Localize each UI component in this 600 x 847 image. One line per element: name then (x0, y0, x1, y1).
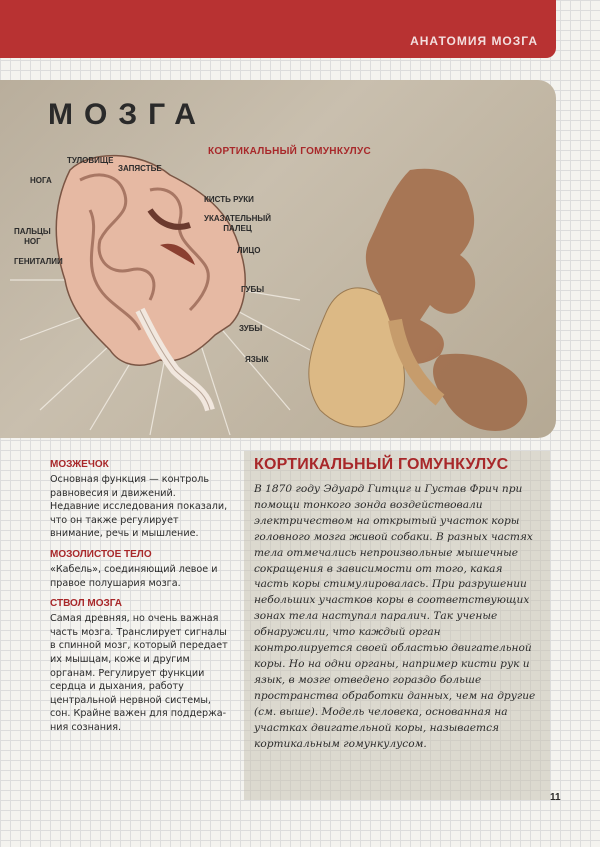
label-index-finger-line1: УКАЗАТЕЛЬНЫЙ (204, 214, 271, 223)
label-index-finger-line2: ПАЛЕЦ (223, 224, 252, 233)
corpus-callosum-heading: МОЗОЛИСТОЕ ТЕЛО (50, 548, 152, 560)
figure-panel (0, 80, 556, 438)
brain-homunculus-illustration (0, 80, 556, 438)
info-box-heading: КОРТИКАЛЬНЫЙ ГОМУНКУЛУС (254, 456, 509, 473)
label-genitals: ГЕНИТАЛИИ (14, 257, 63, 266)
label-tongue: ЯЗЫК (245, 355, 269, 364)
label-face: ЛИЦО (237, 246, 261, 255)
header-band (0, 0, 556, 58)
cerebellum-heading: МОЗЖЕЧОК (50, 459, 109, 470)
label-wrist: ЗАПЯСТЬЕ (118, 164, 162, 173)
label-leg: НОГА (30, 176, 52, 185)
label-lips: ГУБЫ (241, 285, 265, 294)
corpus-callosum-text: «Кабель», соединяющий левое и правое полушария мозга. (50, 563, 218, 589)
page-number: 11 (550, 792, 561, 803)
label-hand: КИСТЬ РУКИ (204, 195, 254, 204)
cerebellum-text: Основная функция — контроль равновесия и движений. Недавние исследования показали, что он также регулирует внимание, речь и мышление. (50, 474, 228, 540)
brain-cross-section (56, 156, 245, 410)
homunculus-figure (309, 169, 527, 431)
brainstem-heading: СТВОЛ МОЗГА (50, 598, 123, 610)
info-box-text: В 1870 году Эдуард Гитциг и Густав Фрич при помощи тонкого зонда воздействовали электричеством на открытый участок коры головного мозга живой собаки. В разных частях тела отмечались непроизвольные мышечные сокращения в зависимости от того, какая часть коры стимулировалась. При разрушении небольших участков коры в соответствующих зонах тела наступал паралич. Так ученые обнаружили, что каждый орган контролируется своей областью двигательной коры. Но на одни органы, например кисти рук и язык, в мозге отведено гораздо больше пространства обработки данных, чем на другие (см. выше). Модель человека, основанная на участках двигательной коры, называется кортикальным гомункулусом. (254, 483, 536, 750)
brainstem-text: Самая древняя, но очень важная часть мозга. Транслирует сигналы в спинной мозг, который передает их мышцам, коже и другим органам. Регулирует функции сердца и дыхания, работу центральной нервной системы, сон. Крайне важен для поддержания сознания. (50, 613, 228, 733)
label-index-finger (204, 214, 271, 234)
label-teeth: ЗУБЫ (239, 324, 263, 333)
homunculus-caption: КОРТИКАЛЬНЫЙ ГОМУНКУЛУС (208, 146, 371, 157)
figure-title: МОЗГА (48, 98, 207, 131)
label-toes-line2: НОГ (24, 237, 41, 246)
label-toes (14, 227, 51, 247)
section-header-label: АНАТОМИЯ МОЗГА (410, 34, 538, 48)
left-column (50, 459, 228, 743)
label-torso: ТУЛОВИЩЕ (67, 156, 114, 165)
label-toes-line1: ПАЛЬЦЫ (14, 227, 51, 236)
